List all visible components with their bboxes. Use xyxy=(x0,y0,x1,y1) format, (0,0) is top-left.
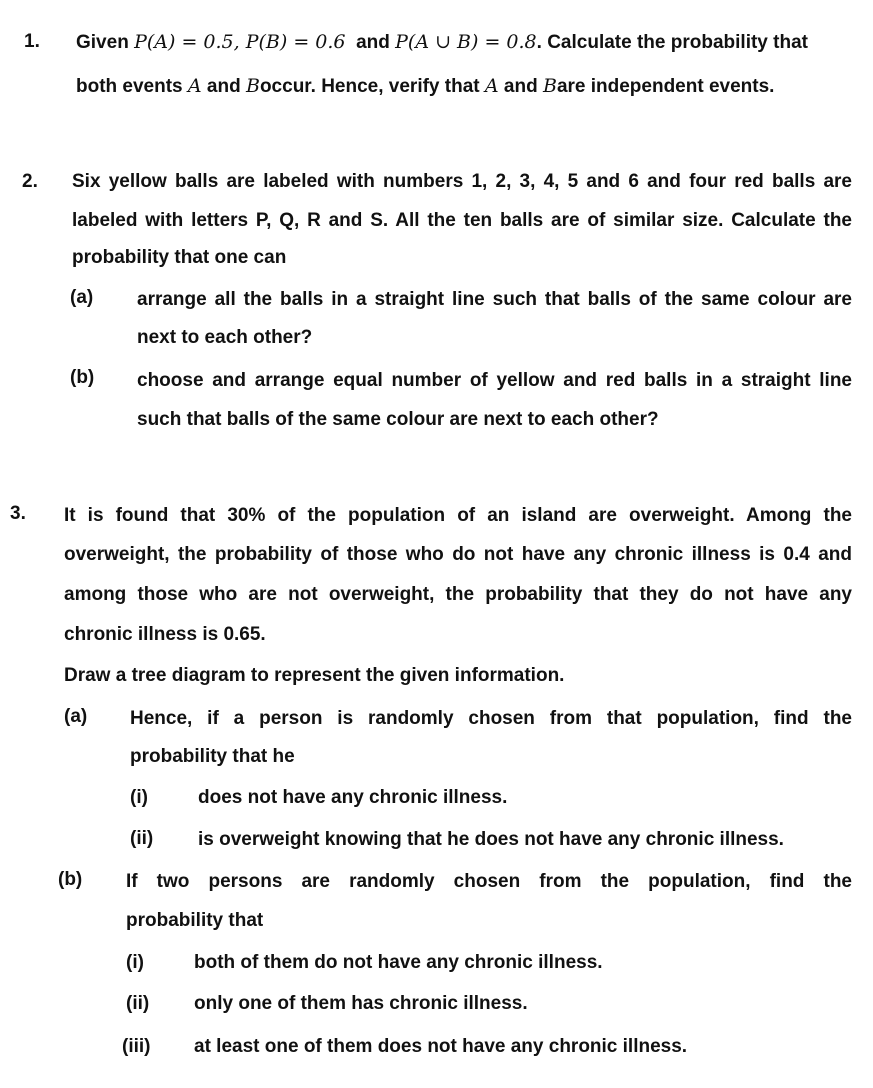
q3-number: 3. xyxy=(10,503,26,524)
q3a-ii-text xyxy=(198,828,784,852)
q1-event-a: A xyxy=(187,75,202,97)
q1-and: and xyxy=(356,32,390,53)
q2a-line-2 xyxy=(137,326,312,350)
q2a-label xyxy=(70,286,93,310)
q3b-ii-label xyxy=(126,992,149,1016)
q3b-line-1-text: If two persons are randomly chosen from the population, find the xyxy=(126,871,852,892)
q3b-label xyxy=(58,868,82,892)
q2b-line-1 xyxy=(137,369,852,393)
q2-line-3 xyxy=(72,246,286,270)
q3-draw-text: Draw a tree diagram to represent the given information. xyxy=(64,665,565,686)
q3b-i-text xyxy=(194,951,603,975)
q2-line-1 xyxy=(72,170,852,194)
q3a-i-label-text: (i) xyxy=(130,787,148,808)
q3b-i-label xyxy=(126,951,144,975)
q3a-i-text-content: does not have any chronic illness. xyxy=(198,787,508,808)
q3b-ii-text-content: only one of them has chronic illness. xyxy=(194,993,528,1014)
q3-line-1-text: It is found that 30% of the population of an island are overweight. Among the xyxy=(64,505,852,526)
q3-draw-instruction xyxy=(64,664,564,688)
q3a-line-1 xyxy=(130,707,852,731)
q3-line-3 xyxy=(64,583,852,607)
q3b-iii-label-text: (iii) xyxy=(122,1036,151,1057)
q2b-label-text: (b) xyxy=(70,367,95,388)
q2a-line-2-text: next to each other? xyxy=(137,327,313,348)
q3-line-4-text: chronic illness is 0.65. xyxy=(64,624,266,645)
q1-event-a-2: A xyxy=(484,75,499,97)
q3-line-2-text: overweight, the probability of those who do not have any chronic illness is 0.4 and xyxy=(64,544,852,565)
q1-text-both: both events xyxy=(76,76,183,97)
q3b-line-1 xyxy=(126,870,852,894)
q2a-line-1 xyxy=(137,288,852,312)
q2a-label-text: (a) xyxy=(70,287,94,308)
q3a-ii-label xyxy=(130,827,153,851)
q2-line-2-text: labeled with letters P, Q, R and S. All the ten balls are of similar size. Calculate the xyxy=(72,210,852,231)
q3-line-4 xyxy=(64,623,266,647)
q3-line-2 xyxy=(64,543,852,567)
q2b-line-2 xyxy=(137,408,659,432)
q1-event-b: B xyxy=(245,75,260,97)
q3b-ii-label-text: (ii) xyxy=(126,993,150,1014)
q1-text-and-2: and xyxy=(503,76,538,97)
q2b-label xyxy=(70,366,94,390)
q2-line-2 xyxy=(72,209,852,233)
q1-equation-1: P(A) = 0.5, P(B) = 0.6 xyxy=(134,31,346,53)
q1-text-independent: are independent events. xyxy=(556,76,775,97)
q3a-line-2 xyxy=(130,745,295,769)
q3b-iii-text xyxy=(194,1035,687,1059)
q1-given: Given xyxy=(76,32,129,53)
q2-line-3-text: probability that one can xyxy=(72,247,287,268)
q1-text-and: and xyxy=(206,76,241,97)
q3a-i-label xyxy=(130,786,148,810)
q3b-iii-text-content: at least one of them does not have any chronic illness. xyxy=(194,1036,688,1057)
q3a-ii-label-text: (ii) xyxy=(130,828,154,849)
q3a-line-2-text: probability that he xyxy=(130,746,295,767)
q3b-iii-label xyxy=(122,1035,151,1059)
q3b-line-2-text: probability that xyxy=(126,910,264,931)
q2-number: 2. xyxy=(22,171,38,192)
q3b-label-text: (b) xyxy=(58,869,83,890)
q3a-label-text: (a) xyxy=(64,706,88,727)
q1-line-2 xyxy=(76,74,774,99)
q3a-i-text xyxy=(198,786,507,810)
q1-event-b-2: B xyxy=(542,75,557,97)
q1-line-1 xyxy=(76,30,852,55)
q1-line-1-rest: . Calculate the probability that xyxy=(536,32,808,53)
q1-equation-2: P(A ∪ B) = 0.8 xyxy=(395,31,537,53)
q3a-label xyxy=(64,705,87,729)
q1-text-occur: occur. Hence, verify that xyxy=(259,76,480,97)
q3b-i-label-text: (i) xyxy=(126,952,144,973)
q3a-ii-text-content: is overweight knowing that he does not have any chronic illness. xyxy=(198,829,784,850)
q2b-line-1-text: choose and arrange equal number of yellow and red balls in a straight line xyxy=(137,370,852,391)
q3b-line-2 xyxy=(126,909,263,933)
q3b-ii-text xyxy=(194,992,528,1016)
q3-line-3-text: among those who are not overweight, the probability that they do not have any xyxy=(64,584,852,605)
q2-line-1-text: Six yellow balls are labeled with numbers 1, 2, 3, 4, 5 and 6 and four red balls are xyxy=(72,171,852,192)
q2a-line-1-text: arrange all the balls in a straight line such that balls of the same colour are xyxy=(137,289,852,310)
q3b-i-text-content: both of them do not have any chronic illness. xyxy=(194,952,603,973)
q1-number: 1. xyxy=(24,31,40,52)
q3-line-1 xyxy=(64,504,852,528)
q3a-line-1-text: Hence, if a person is randomly chosen from that population, find the xyxy=(130,708,852,729)
q2b-line-2-text: such that balls of the same colour are next to each other? xyxy=(137,409,659,430)
